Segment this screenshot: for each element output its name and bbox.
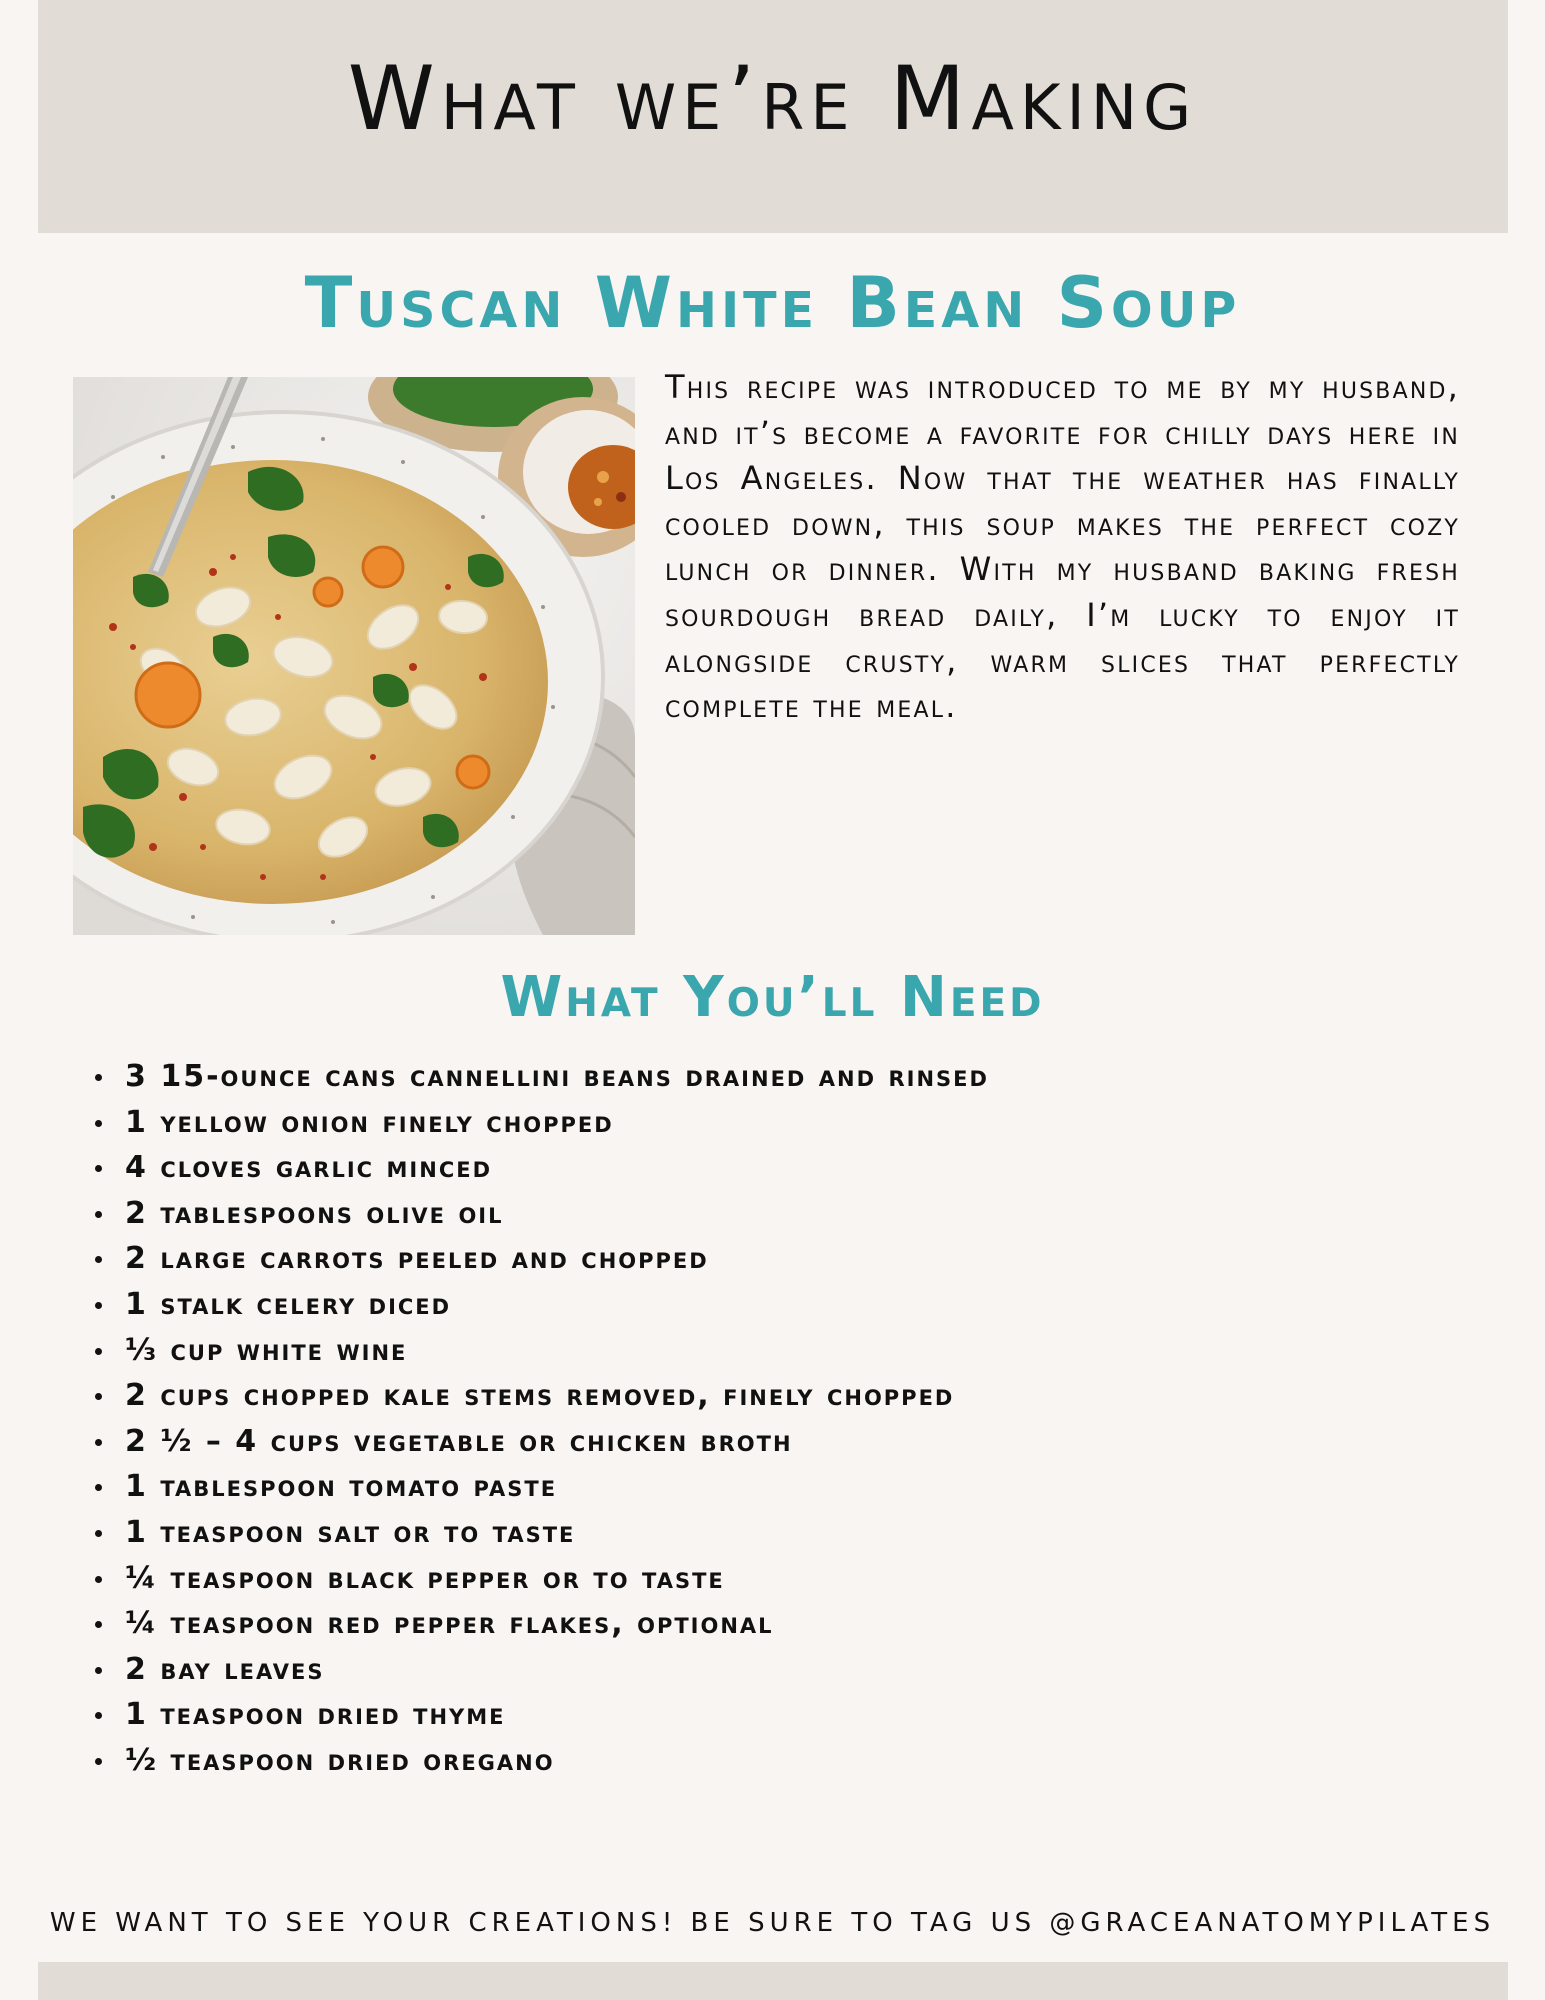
recipe-title: Tuscan White Bean Soup	[304, 262, 1241, 344]
ingredient-item: 2 ½ – 4 cups vegetable or chicken broth	[95, 1419, 1395, 1465]
bullet-icon	[95, 1165, 102, 1172]
bullet-icon	[95, 1439, 102, 1446]
ingredient-item: 2 large carrots peeled and chopped	[95, 1236, 1395, 1282]
bullet-icon	[95, 1621, 102, 1628]
bullet-icon	[95, 1120, 102, 1127]
bullet-icon	[95, 1393, 102, 1400]
bullet-icon	[95, 1667, 102, 1674]
ingredient-item: 2 bay leaves	[95, 1647, 1395, 1693]
bullet-icon	[95, 1074, 102, 1081]
bullet-icon	[95, 1758, 102, 1765]
bullet-icon	[95, 1348, 102, 1355]
bullet-icon	[95, 1530, 102, 1537]
ingredient-item: 4 cloves garlic minced	[95, 1145, 1395, 1191]
ingredient-item: ⅓ cup white wine	[95, 1328, 1395, 1374]
ingredient-item: ½ teaspoon dried oregano	[95, 1738, 1395, 1784]
footer-band	[38, 1962, 1508, 2000]
ingredient-item: 1 teaspoon dried thyme	[95, 1692, 1395, 1738]
ingredient-list	[95, 1054, 1395, 1784]
ingredient-item: 3 15-ounce cans cannellini beans drained and rinsed	[95, 1054, 1395, 1100]
ingredient-item: 2 tablespoons olive oil	[95, 1191, 1395, 1237]
ingredient-item: ¼ teaspoon black pepper or to taste	[95, 1556, 1395, 1602]
recipe-intro: This recipe was introduced to me by my husband, and it’s become a favorite for chilly days here in Los Angeles. Now that the weather has finally cooled down, this soup makes the perfect cozy lunch or dinner. With my husband baking fresh sourdough bread daily, I’m lucky to enjoy it alongside crusty, warm slices that perfectly complete the meal.	[665, 368, 1460, 726]
ingredient-item: 1 tablespoon tomato paste	[95, 1464, 1395, 1510]
page-heading: What we’re Making	[347, 47, 1198, 150]
bullet-icon	[95, 1211, 102, 1218]
ingredient-item: 1 yellow onion finely chopped	[95, 1100, 1395, 1146]
ingredient-item: 2 cups chopped kale stems removed, finely chopped	[95, 1373, 1395, 1419]
bullet-icon	[95, 1576, 102, 1583]
ingredient-item: 1 teaspoon salt or to taste	[95, 1510, 1395, 1556]
ingredient-item: 1 stalk celery diced	[95, 1282, 1395, 1328]
bullet-icon	[95, 1712, 102, 1719]
ingredient-item: ¼ teaspoon red pepper flakes, optional	[95, 1601, 1395, 1647]
bullet-icon	[95, 1302, 102, 1309]
soup-photo	[73, 377, 635, 935]
footer-note: WE WANT TO SEE YOUR CREATIONS! BE SURE TO TAG US @GRACEANATOMYPILATES	[49, 1908, 1496, 1938]
ingredients-heading: What You’ll Need	[500, 965, 1045, 1030]
bullet-icon	[95, 1484, 102, 1491]
bullet-icon	[95, 1256, 102, 1263]
